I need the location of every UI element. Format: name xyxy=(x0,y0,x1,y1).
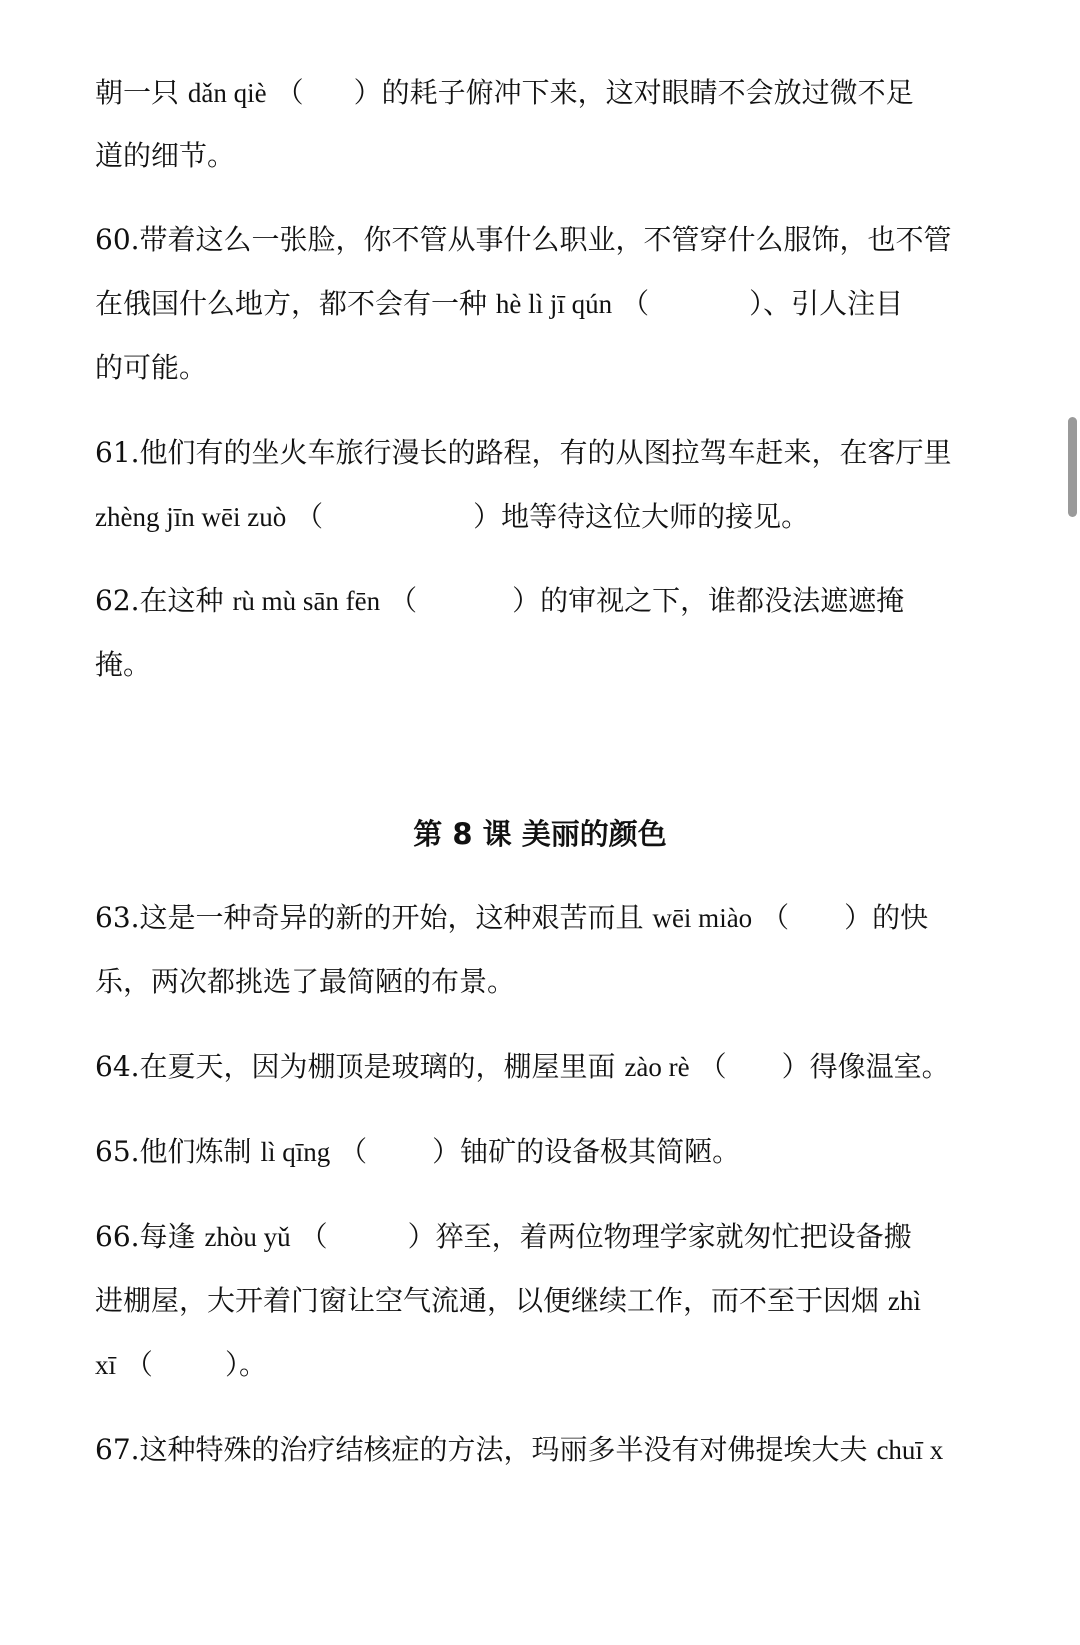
q60-pinyin: hè lì jī qún xyxy=(495,289,613,319)
q62-line-1 xyxy=(95,581,1000,621)
q62-line-2: 掩。 xyxy=(95,648,152,681)
q66-pinyin-2a: zhì xyxy=(887,1286,921,1316)
q61-line-2 xyxy=(95,497,1000,537)
q61-pinyin: zhèng jīn wēi zuò xyxy=(95,502,287,532)
q61-bracket-open: （ xyxy=(295,500,324,533)
q64-bracket-open: （ xyxy=(698,1050,727,1083)
q60-bracket-open: （ xyxy=(621,287,650,320)
q66-line-2 xyxy=(95,1281,1000,1321)
q60-text-before: 在俄国什么地方，都不会有一种 xyxy=(95,287,488,320)
q62-bracket-close: ） xyxy=(512,584,541,617)
q62-bracket-open: （ xyxy=(389,584,418,617)
q61-bracket-close: ） xyxy=(473,500,502,533)
q63-bracket-close: ） xyxy=(844,901,873,934)
q66-text-before: 66.每逢 xyxy=(95,1220,196,1253)
q63-text-before: 63.这是一种奇异的新的开始，这种艰苦而且 xyxy=(95,901,644,934)
q66-line-1 xyxy=(95,1217,1000,1257)
q66-pinyin: zhòu yǔ xyxy=(204,1222,291,1252)
q63-pinyin: wēi miào xyxy=(652,903,753,933)
q67-text-before: 67.这种特殊的治疗结核症的方法，玛丽多半没有对佛提埃大夫 xyxy=(95,1433,868,1466)
q64-text-before: 64.在夏天，因为棚顶是玻璃的，棚屋里面 xyxy=(95,1050,616,1083)
q59-text-before: 朝一只 xyxy=(95,76,180,109)
q62-text-before: 62.在这种 xyxy=(95,584,224,617)
q66-bracket-close: ） xyxy=(407,1220,436,1253)
q65-pinyin: lì qīng xyxy=(260,1137,331,1167)
q63-line-1 xyxy=(95,898,1000,938)
q59-line-1 xyxy=(95,73,1000,113)
q61-text-after: 地等待这位大师的接见。 xyxy=(501,500,810,533)
q61-line-1: 61.他们有的坐火车旅行漫长的路程，有的从图拉驾车赶来，在客厅里 xyxy=(95,436,952,469)
q59-text-after: 的耗子俯冲下来，这对眼睛不会放过微不足 xyxy=(381,76,914,109)
q66-bracket-close-2: ） xyxy=(224,1348,239,1381)
q63-text-after: 的快 xyxy=(872,901,929,934)
q59-pinyin: dǎn qiè xyxy=(187,78,267,108)
q64-text-after: 得像温室。 xyxy=(809,1050,950,1083)
q60-line-3: 的可能。 xyxy=(95,351,208,384)
q65-bracket-close: ） xyxy=(432,1135,461,1168)
q66-bracket-open-2: （ xyxy=(124,1348,153,1381)
q65-text-after: 铀矿的设备极其简陋。 xyxy=(460,1135,741,1168)
q63-bracket-open: （ xyxy=(761,901,790,934)
scrollbar-thumb[interactable] xyxy=(1068,417,1077,517)
q66-pinyin-2b: xī xyxy=(95,1350,117,1380)
q62-pinyin: rù mù sān fēn xyxy=(232,586,381,616)
q60-text-after: 、引人注目 xyxy=(763,287,904,320)
q59-bracket-open: （ xyxy=(275,76,304,109)
q59-line-2: 道的细节。 xyxy=(95,139,236,172)
section-heading: 第 8 课 美丽的颜色 xyxy=(413,817,667,851)
q64-line-1 xyxy=(95,1047,1000,1087)
q66-bracket-open: （ xyxy=(299,1220,328,1253)
q65-bracket-open: （ xyxy=(339,1135,368,1168)
q66-line2-text: 进棚屋，大开着门窗让空气流通，以便继续工作，而不至于因烟 xyxy=(95,1284,880,1317)
q66-text-after: 猝至，着两位物理学家就匆忙把设备搬 xyxy=(435,1220,912,1253)
q60-line-2 xyxy=(95,284,1000,324)
q60-bracket-close: ） xyxy=(749,287,764,320)
q65-text-before: 65.他们炼制 xyxy=(95,1135,252,1168)
q59-bracket-close: ） xyxy=(353,76,382,109)
q66-text-end: 。 xyxy=(238,1348,267,1381)
q67-pinyin: chuī x xyxy=(876,1435,944,1465)
q65-line-1 xyxy=(95,1132,1000,1172)
q67-line-1 xyxy=(95,1430,1000,1470)
q64-pinyin: zào rè xyxy=(624,1052,690,1082)
q62-text-after: 的审视之下，谁都没法遮遮掩 xyxy=(540,584,905,617)
q63-line-2: 乐，两次都挑选了最简陋的布景。 xyxy=(95,965,516,998)
q60-line-1: 60.带着这么一张脸，你不管从事什么职业，不管穿什么服饰，也不管 xyxy=(95,223,952,256)
q66-line-3 xyxy=(95,1345,1000,1385)
q64-bracket-close: ） xyxy=(781,1050,810,1083)
